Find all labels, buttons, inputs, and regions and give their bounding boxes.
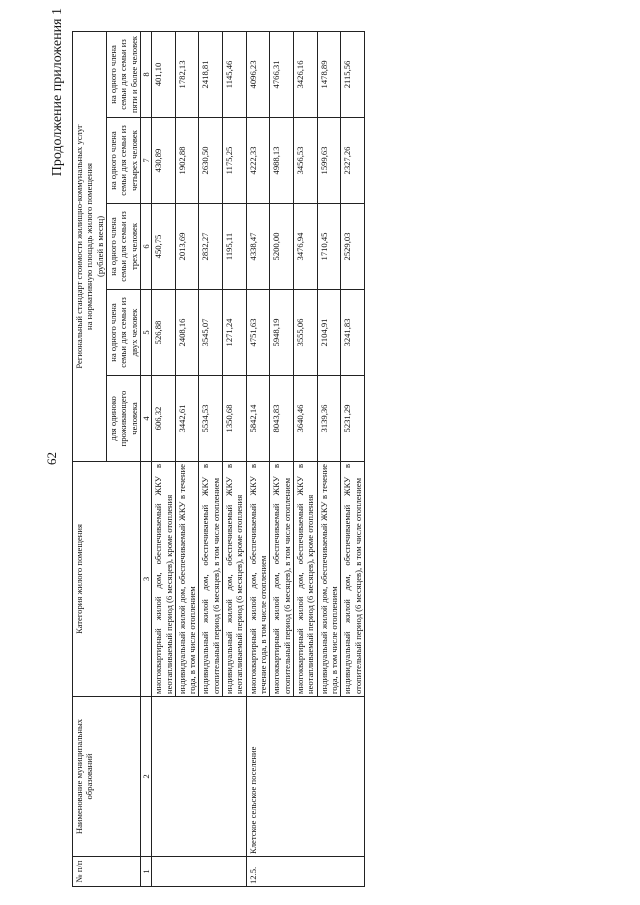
row-value: 1145,46 [223, 31, 247, 117]
row-municipality [175, 697, 199, 857]
col-number: 1 [140, 857, 151, 887]
row-value: 4222,33 [246, 118, 270, 204]
row-value: 526,88 [152, 290, 176, 376]
table-row [175, 31, 199, 886]
table-row [152, 31, 176, 886]
row-value: 3139,36 [317, 376, 341, 462]
row-value: 606,32 [152, 376, 176, 462]
row-value: 5948,19 [270, 290, 294, 376]
row-value: 3640,46 [293, 376, 317, 462]
row-value: 2529,03 [341, 204, 365, 290]
row-value: 2104,91 [317, 290, 341, 376]
header-sub-1: для одиноко проживающего человека [106, 376, 140, 462]
row-value: 2013,69 [175, 204, 199, 290]
header-standard-line2: на нормативную площадь жилого помещения [84, 162, 95, 330]
row-value: 2327,26 [341, 118, 365, 204]
row-value: 1599,63 [317, 118, 341, 204]
row-num [341, 857, 365, 887]
row-value: 8043,83 [270, 376, 294, 462]
col-number: 7 [140, 118, 151, 204]
row-value: 430,89 [152, 118, 176, 204]
col-number: 4 [140, 376, 151, 462]
row-num [175, 857, 199, 887]
row-num [199, 857, 223, 887]
row-value: 2630,50 [199, 118, 223, 204]
row-category: многоквартирный жилой дом, обеспечиваемый ЖКУ в неотапливаемый период (6 месяцев), кроме отопления [152, 462, 176, 697]
table-row [246, 31, 270, 886]
row-value: 1782,13 [175, 31, 199, 117]
table-row [199, 31, 223, 886]
row-category: индивидуальный жилой дом, обеспечиваемый ЖКУ в течение года, в том числе отоплением [317, 462, 341, 697]
row-municipality [317, 697, 341, 857]
row-municipality [199, 697, 223, 857]
row-category: индивидуальный жилой дом, обеспечиваемый ЖКУ в отопительный период (6 месяцев), в том числе отоплением [199, 462, 223, 697]
header-col-name: Наименование муниципальных образований [73, 697, 141, 857]
row-value: 3442,61 [175, 376, 199, 462]
row-value: 2832,27 [199, 204, 223, 290]
appendix-caption: Продолжение приложения 1 [50, 8, 65, 177]
row-value: 450,75 [152, 204, 176, 290]
row-num [317, 857, 341, 887]
row-municipality: Клетское сельское поселение [246, 697, 270, 857]
row-value: 4338,47 [246, 204, 270, 290]
row-value: 5231,29 [341, 376, 365, 462]
col-number: 8 [140, 31, 151, 117]
row-category: многоквартирный жилой дом, обеспечиваемый ЖКУ в отопительный период (6 месяцев), в том числе отоплением [270, 462, 294, 697]
row-value: 401,10 [152, 31, 176, 117]
header-standard-line3: (рублей в месяц) [94, 215, 105, 278]
row-value: 1902,88 [175, 118, 199, 204]
row-value: 5534,53 [199, 376, 223, 462]
row-value: 1478,89 [317, 31, 341, 117]
row-municipality [293, 697, 317, 857]
row-num [270, 857, 294, 887]
col-number: 2 [140, 697, 151, 857]
col-number: 6 [140, 204, 151, 290]
row-value: 1350,68 [223, 376, 247, 462]
header-sub-2: на одного члена семьи для семьи из двух человек [106, 290, 140, 376]
row-value: 4751,63 [246, 290, 270, 376]
row-value: 5200,00 [270, 204, 294, 290]
header-sub-4: на одного члена семьи для семьи из четырех человек [106, 118, 140, 204]
row-value: 3476,94 [293, 204, 317, 290]
row-municipality [270, 697, 294, 857]
header-col-category: Категория жилого помещения [73, 462, 141, 697]
housing-standard-table [72, 31, 365, 887]
col-number: 3 [140, 462, 151, 697]
row-value: 3456,53 [293, 118, 317, 204]
page-number: 62 [44, 452, 59, 465]
row-category: многоквартирный жилой дом, обеспечиваемый ЖКУ в неотапливаемый период (6 месяцев), кроме отопления [293, 462, 317, 697]
row-value: 1710,45 [317, 204, 341, 290]
row-value: 3426,16 [293, 31, 317, 117]
header-col-num: № п/п [73, 857, 141, 887]
header-col-standard [73, 31, 107, 461]
row-category: многоквартирный жилой дом, обеспечиваемый ЖКУ в течение года, в том числе отоплением [246, 462, 270, 697]
row-value: 2418,81 [199, 31, 223, 117]
row-num [152, 857, 176, 887]
table-row [317, 31, 341, 886]
row-num [293, 857, 317, 887]
table-row [293, 31, 317, 886]
row-category: индивидуальный жилой дом, обеспечиваемый ЖКУ в отопительный период (6 месяцев), в том числе отоплением [341, 462, 365, 697]
row-value: 4766,31 [270, 31, 294, 117]
row-value: 1175,25 [223, 118, 247, 204]
row-value: 2408,16 [175, 290, 199, 376]
row-category: индивидуальный жилой дом, обеспечиваемый ЖКУ в неотапливаемый период (6 месяцев), кроме отопления [223, 462, 247, 697]
row-value: 1195,11 [223, 204, 247, 290]
table-row [223, 31, 247, 886]
row-value: 4988,13 [270, 118, 294, 204]
row-num: 12.5. [246, 857, 270, 887]
row-value: 1271,24 [223, 290, 247, 376]
row-value: 5842,14 [246, 376, 270, 462]
col-number: 5 [140, 290, 151, 376]
row-value: 3545,07 [199, 290, 223, 376]
column-number-row [140, 31, 151, 886]
header-standard-line1: Региональный стандарт стоимости жилищно-коммунальных услуг [74, 124, 84, 369]
row-value: 3241,83 [341, 290, 365, 376]
header-sub-5: на одного члена семьи для семьи из пяти и более человек [106, 31, 140, 117]
header-row-1 [73, 31, 107, 886]
row-category: индивидуальный жилой дом, обеспечиваемый ЖКУ в течение года, в том числе отоплением [175, 462, 199, 697]
header-sub-3: на одного члена семьи для семьи из трех человек [106, 204, 140, 290]
row-municipality [223, 697, 247, 857]
row-municipality [152, 697, 176, 857]
row-value: 2115,56 [341, 31, 365, 117]
table-row [341, 31, 365, 886]
row-value: 4096,23 [246, 31, 270, 117]
row-num [223, 857, 247, 887]
table-row [270, 31, 294, 886]
row-value: 3555,06 [293, 290, 317, 376]
row-municipality [341, 697, 365, 857]
